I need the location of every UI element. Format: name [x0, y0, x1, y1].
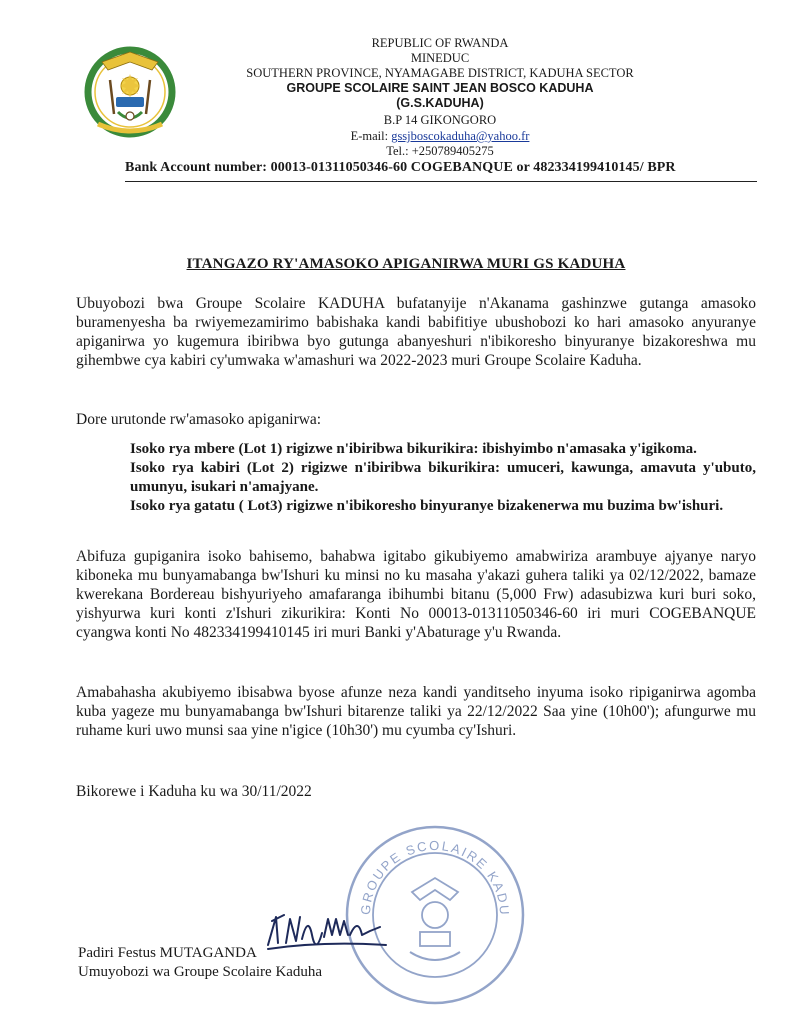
svg-text:GROUPE SCOLAIRE KADUHA: [340, 820, 512, 917]
school-short-name: (G.S.KADUHA): [396, 96, 484, 110]
application-paragraph: Abifuza gupiganira isoko bahisemo, bahabwa igitabo gikubiyemo amabwiriza arambuye ajyanye naryo kiboneka mu bunyamabanga bw'Ishuri ku minsi no ku masaha y'akazi guhera taliki ya 02/12/2022, bamaze kwerekana Bordereau bishyuriyeho amafaranga ibihumbi bitanu (5,000 Frw) adasubizwa kuri buri soko, yishyurwa kuri konti z'Ishuri zikurikira: Konti No 00013-01311050346-60 iri muri COGEBANQUE cyangwa konti No 482334199410145 iri muri Banki y'Abaturage y'u Rwanda.: [76, 548, 756, 641]
rwanda-emblem: [80, 40, 180, 140]
school-name: GROUPE SCOLAIRE SAINT JEAN BOSCO KADUHA: [286, 81, 594, 95]
email-label: E-mail:: [350, 129, 389, 143]
stamp-text: GROUPE SCOLAIRE KADU: [357, 837, 513, 917]
document-title: ITANGAZO RY'AMASOKO APIGANIRWA MURI GS KADUHA: [186, 256, 626, 272]
signatory-name: Padiri Festus MUTAGANDA: [78, 945, 257, 961]
lot-item: Isoko rya kabiri (Lot 2) rigizwe n'ibiribwa bikurikira: umuceri, kawunga, amavuta y'ubuto, umunyu, isukari n'amajyane.: [130, 460, 756, 495]
header-school: [190, 81, 690, 96]
submission-paragraph: Amabahasha akubiyemo ibisabwa byose afunze neza kandi yanditseho inyuma isoko ripiganirwa agomba kuba yageze mu bunyamabanga bw'Ishuri bitarenze taliki ya 22/12/2022 Saa yine (10h00'); afungurwe mu ruhame kuri uwo munsi saa yine n'igice (10h30') mu cyumba cy'Ishuri.: [76, 684, 756, 739]
signatory-title: Umuyobozi wa Groupe Scolaire Kaduha: [78, 964, 323, 980]
header-location: SOUTHERN PROVINCE, NYAMAGABE DISTRICT, KADUHA SECTOR: [246, 66, 634, 80]
list-intro: Dore urutonde rw'amasoko apiganirwa:: [76, 411, 322, 428]
lot-item: Isoko rya gatatu ( Lot3) rigizwe n'ibikoresho binyuranye bizakenerwa mu buzima bw'ishuri.: [130, 498, 724, 514]
header-po-box: B.P 14 GIKONGORO: [383, 113, 497, 127]
header-tel: Tel.: +250789405275: [386, 144, 494, 158]
header-republic: REPUBLIC OF RWANDA: [371, 36, 509, 50]
header-email-line: [190, 129, 690, 144]
header-rule: [125, 181, 757, 182]
lots-list: [130, 440, 756, 516]
handwritten-signature: [262, 905, 392, 955]
bank-account: Bank Account number: 00013-01311050346-60 COGEBANQUE or 482334199410145/ BPR: [125, 160, 676, 175]
place-date: Bikorewe i Kaduha ku wa 30/11/2022: [76, 783, 312, 800]
email-link[interactable]: gssjboscokaduha@yahoo.fr: [391, 129, 530, 143]
header-ministry: MINEDUC: [410, 51, 470, 65]
lot-item: Isoko rya mbere (Lot 1) rigizwe n'ibiribwa bikurikira: ibishyimbo n'amasaka y'igikoma.: [130, 441, 697, 457]
intro-paragraph: Ubuyobozi bwa Groupe Scolaire KADUHA bufatanyije n'Akanama gashinzwe gutanga amasoko buramenyesha ba rwiyemezamirimo babishaka kandi babifitiye ubushobozi ko hari amasoko anyuranye apiganirwa yo kugemura ibiribwa byo gutunga abanyeshuri n'ibikoresho binyuranye bizakoreshwa mu gihembwe cya kabiri cy'umwaka w'amashuri wa 2022-2023 muri Groupe Scolaire Kaduha.: [76, 295, 756, 369]
